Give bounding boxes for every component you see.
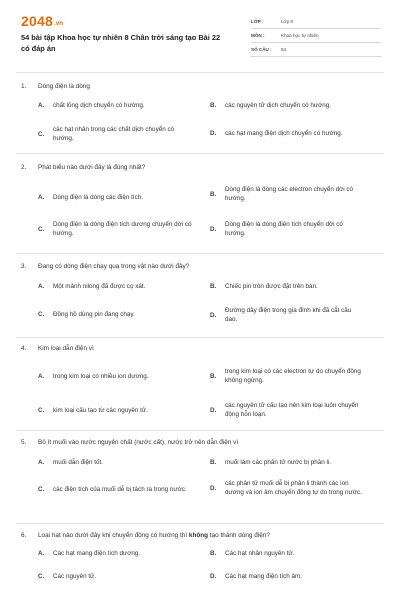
option-c[interactable]	[38, 125, 193, 143]
question-stem	[21, 344, 381, 353]
option-text: Một mảnh nilong đã được cọ xát.	[53, 283, 146, 290]
option-a[interactable]	[38, 282, 193, 291]
question-3	[21, 262, 381, 323]
question-text-part: Loại hạt nào dưới đây khi chuyển động có hướng thì	[38, 532, 189, 539]
option-letter: A.	[38, 550, 45, 557]
option-letter: C.	[38, 130, 45, 138]
option-text: các nguyên tử cấu tạo nên kim loại luôn chuyển động hỗn loạn.	[225, 402, 359, 418]
option-c[interactable]	[38, 310, 193, 319]
option-a[interactable]	[38, 101, 193, 110]
option-text: Các hạt nhân nguyên tử.	[225, 550, 295, 557]
option-text: các nguyên tử dịch chuyển có hướng.	[225, 102, 332, 109]
option-text: muối dẫn điện tốt.	[53, 459, 104, 466]
option-letter: C.	[38, 573, 45, 580]
option-text: Dòng điện là dòng điện tích dương chuyển dời có hướng.	[53, 221, 192, 237]
option-text: Các nguyên tử.	[53, 573, 97, 580]
option-letter: B.	[210, 372, 217, 380]
option-letter: D.	[210, 484, 217, 492]
option-text: chất lỏng dịch chuyển có hướng.	[53, 102, 145, 109]
option-letter: B.	[210, 190, 217, 198]
option-c[interactable]	[38, 572, 193, 581]
meta-count-row	[251, 43, 381, 57]
question-number: 4.	[21, 345, 27, 352]
question-text	[38, 531, 270, 540]
option-a[interactable]	[38, 458, 193, 467]
option-c[interactable]	[38, 485, 193, 494]
option-letter: A.	[38, 459, 45, 466]
option-letter: A.	[38, 373, 45, 380]
option-text: các phân tử muối dễ bị phân li thành các ion dương và ion âm chuyển động tự do trong nước.	[225, 480, 362, 496]
option-text: muối làm các phân tử nước bị phân li.	[225, 459, 332, 466]
question-5	[21, 438, 381, 496]
option-d[interactable]	[210, 220, 365, 238]
question-text: Dòng điện là dòng	[38, 83, 90, 90]
question-4	[21, 344, 381, 418]
question-text: Kim loại dẫn điện vì	[38, 345, 94, 352]
question-1	[21, 82, 381, 142]
option-text: Đường dây điện trong gia đình khi đã cắt cầu dao.	[225, 307, 352, 323]
option-text: Dòng điện là dòng điện tích chuyển dời có hướng.	[225, 221, 343, 237]
question-2	[21, 163, 381, 237]
meta-count-label: SỐ CÂU :	[251, 47, 272, 52]
option-text: trong kim loại có nhiều ion dương.	[53, 373, 149, 380]
option-text: các điện tích của muối dễ bị tách ra trong nước.	[53, 486, 187, 493]
option-b[interactable]	[210, 367, 365, 385]
logo-text: 2048	[21, 13, 53, 29]
option-text: trong kim loại có các electron tự do chuyển động không ngừng.	[225, 368, 361, 384]
option-letter: C.	[38, 486, 45, 493]
option-text: các hạt nhân trong các chất dịch chuyển có hướng.	[53, 126, 175, 142]
option-b[interactable]	[210, 185, 365, 203]
divider	[16, 253, 384, 254]
option-text: Chiếc pin tròn được đặt trên bàn.	[225, 283, 318, 290]
option-text: kim loại cấu tạo từ các nguyên tử.	[53, 407, 148, 414]
option-text: Dòng điện là dòng các electron chuyển dời có hướng.	[225, 186, 354, 202]
option-b[interactable]	[210, 458, 365, 467]
meta-subject-value: Khoa học tự nhiên	[281, 33, 319, 38]
option-d[interactable]	[210, 129, 365, 138]
option-text: Dòng điện là dòng các điện tích.	[53, 194, 143, 201]
option-text: các hạt mang điện dịch chuyển có hướng.	[225, 130, 343, 137]
option-letter: C.	[38, 407, 45, 414]
divider	[16, 153, 384, 154]
question-stem	[21, 163, 381, 172]
meta-grade-label: LỚP :	[251, 19, 264, 24]
option-letter: B.	[210, 102, 217, 109]
option-letter: D.	[210, 311, 217, 319]
option-a[interactable]	[38, 193, 193, 202]
question-number: 5.	[21, 439, 27, 446]
option-letter: A.	[38, 283, 45, 290]
question-number: 1.	[21, 83, 27, 90]
page-title: 54 bài tập Khoa học tự nhiên 8 Chân trời sáng tạo Bài 22 có đáp án	[21, 33, 221, 53]
option-letter: D.	[210, 225, 217, 233]
question-text: Phát biểu nào dưới đây là đúng nhất?	[38, 164, 146, 171]
option-d[interactable]	[210, 479, 365, 497]
question-stem	[21, 262, 381, 271]
option-letter: C.	[38, 225, 45, 233]
option-letter: C.	[38, 311, 45, 318]
page-header	[0, 0, 400, 68]
question-stem	[21, 438, 381, 447]
option-letter: B.	[210, 283, 217, 290]
meta-grade-value: Lớp 8	[281, 19, 293, 24]
option-text: Các hạt mang điện tích âm.	[225, 573, 303, 580]
meta-subject-label: MÔN :	[251, 33, 265, 38]
option-b[interactable]	[210, 282, 365, 291]
option-d[interactable]	[210, 306, 365, 324]
question-number: 6.	[21, 532, 27, 539]
option-c[interactable]	[38, 406, 193, 415]
divider	[16, 337, 384, 338]
option-a[interactable]	[38, 549, 193, 558]
question-text-part: tạo thành dòng điện?	[208, 532, 270, 539]
meta-subject-row	[251, 29, 381, 43]
option-letter: D.	[210, 573, 217, 580]
option-letter: B.	[210, 459, 217, 466]
question-stem	[21, 531, 381, 540]
option-b[interactable]	[210, 549, 365, 558]
question-text: Bỏ ít muối vào nước nguyên chất (nước cất), nước trở nên dẫn điện vì	[38, 439, 239, 446]
question-6	[21, 531, 381, 580]
option-c[interactable]	[38, 220, 193, 238]
option-text: Các hạt mang điện tích dương.	[53, 550, 141, 557]
divider	[16, 523, 384, 524]
logo-suffix: .vn	[53, 21, 64, 27]
meta-count-value: 54	[281, 47, 287, 52]
meta-info	[251, 15, 381, 57]
option-letter: D.	[210, 406, 217, 414]
meta-grade-row	[251, 15, 381, 29]
site-logo[interactable]	[21, 13, 63, 29]
option-d[interactable]	[210, 572, 365, 581]
option-letter: B.	[210, 550, 217, 557]
question-stem	[21, 82, 381, 91]
option-d[interactable]	[210, 401, 365, 419]
question-text-emphasis: không	[188, 532, 209, 539]
option-b[interactable]	[210, 101, 365, 110]
question-text: Đang có dòng điện chạy qua trong vật nào dưới đây?	[38, 263, 190, 270]
option-letter: A.	[38, 194, 45, 201]
divider	[16, 430, 384, 431]
option-a[interactable]	[38, 372, 193, 381]
question-number: 3.	[21, 263, 27, 270]
option-letter: D.	[210, 130, 217, 137]
option-text: Đồng hồ dùng pin đang chạy.	[53, 311, 135, 318]
divider	[16, 72, 384, 73]
question-number: 2.	[21, 164, 27, 171]
option-letter: A.	[38, 102, 45, 109]
